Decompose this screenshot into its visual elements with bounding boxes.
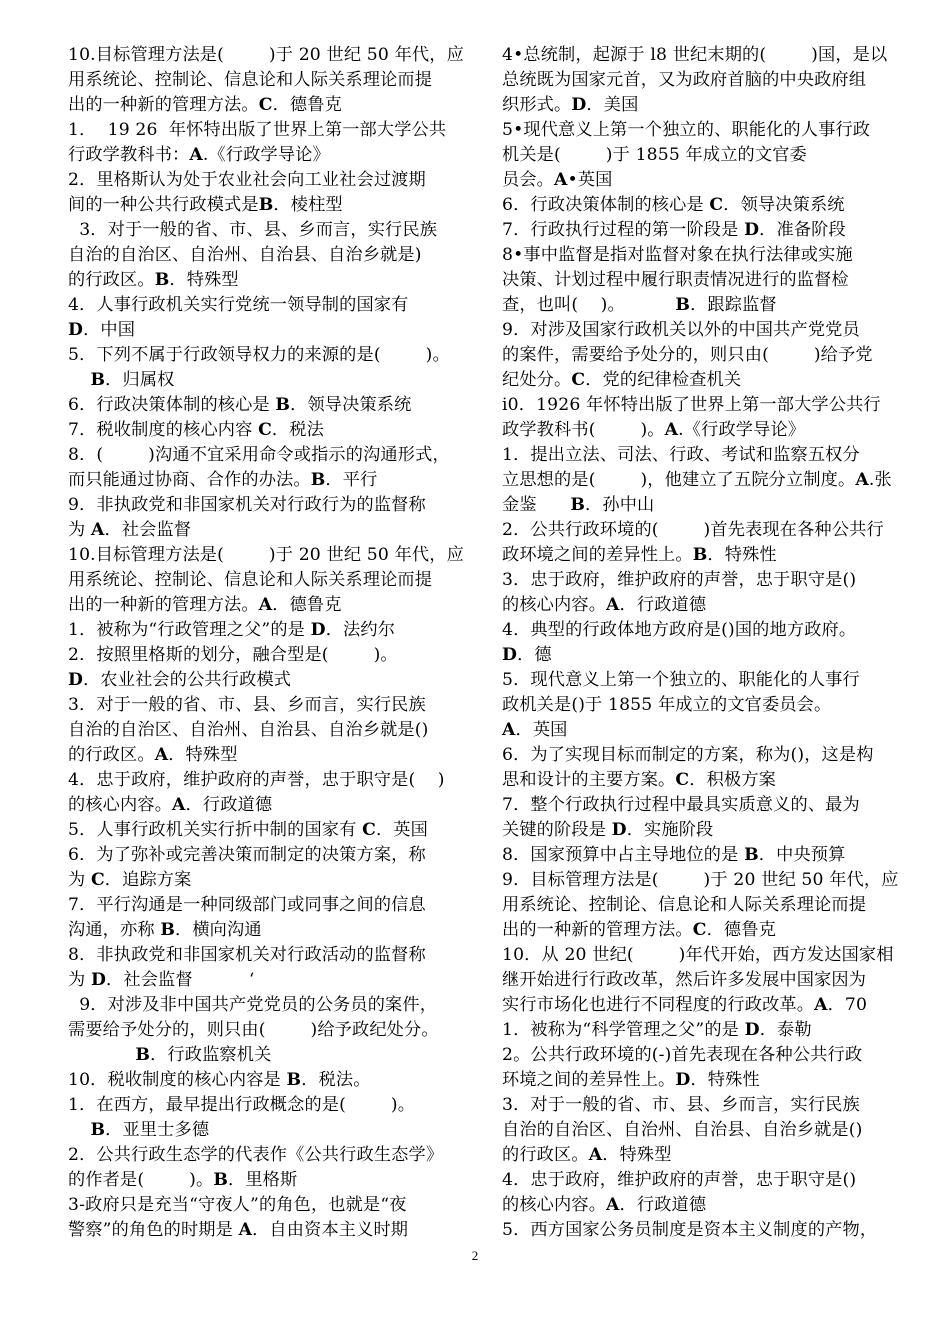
text-line: 4．忠于政府，维护政府的声誉，忠于职守是( ) bbox=[68, 770, 445, 790]
text-line: 的行政区。A．特殊型 bbox=[502, 1145, 672, 1165]
text-line: 自治的自治区、自治州、自治县、自治乡就是) bbox=[68, 245, 422, 265]
text-line: 的核心内容。A．行政道德 bbox=[68, 795, 273, 815]
text-line: 2．公共行政生态学的代表作《公共行政生态学》 bbox=[68, 1145, 444, 1165]
text-line: 6．行政决策体制的核心是 B．领导决策系统 bbox=[68, 395, 412, 415]
text-line: 1． 19 26 年怀特出版了世界上第一部大学公共 bbox=[68, 120, 447, 140]
text-line: 8•事中监督是指对监督对象在执行法律或实施 bbox=[502, 245, 853, 265]
text-line: 立思想的是( )，他建立了五院分立制度。A.张 bbox=[502, 470, 892, 490]
text-line: 9．对涉及国家行政机关以外的中国共产党党员 bbox=[502, 320, 860, 340]
text-line: 4．人事行政机关实行党统一领导制的国家有 bbox=[68, 295, 409, 315]
text-line: 的案件，需要给予处分的，则只由( )给予党 bbox=[502, 345, 873, 365]
text-line: 1．被称为“科学管理之父”的是 D．泰勒 bbox=[502, 1020, 812, 1040]
text-line: 的行政区。B．特殊型 bbox=[68, 270, 239, 290]
text-line: 10.目标管理方法是( )于 20 世纪 50 年代，应 bbox=[68, 545, 464, 565]
text-line: 10．税收制度的核心内容是 B．税法。 bbox=[68, 1070, 371, 1090]
text-line: D．中国 bbox=[68, 320, 136, 340]
text-line: 的行政区。A．特殊型 bbox=[68, 745, 238, 765]
text-line: 3-政府只是充当“守夜人”的角色，也就是“夜 bbox=[68, 1195, 407, 1215]
text-line: 为 A．社会监督 bbox=[68, 520, 192, 540]
text-line: 政学教科书( )。A.《行政学导论》 bbox=[502, 420, 806, 440]
text-line: 2．里格斯认为处于农业社会向工业社会过渡期 bbox=[68, 170, 426, 190]
text-line: D．德 bbox=[502, 645, 552, 665]
text-line: 出的一种新的管理方法。C．德鲁克 bbox=[68, 95, 342, 115]
text-line: D．农业社会的公共行政模式 bbox=[68, 670, 292, 690]
text-line: 用系统论、控制论、信息论和人际关系理论而提 bbox=[502, 895, 867, 915]
text-line: 思和设计的主要方案。C．积极方案 bbox=[502, 770, 776, 790]
text-line: 而只能通过协商、合作的办法。B．平行 bbox=[68, 470, 378, 490]
text-line: 用系统论、控制论、信息论和人际关系理论而提 bbox=[68, 570, 433, 590]
text-line: 1．被称为“行政管理之父”的是 D．法约尔 bbox=[68, 620, 396, 640]
text-line: 6．为了实现目标而制定的方案，称为()，这是构 bbox=[502, 745, 874, 765]
text-line: 为 C．追踪方案 bbox=[68, 870, 192, 890]
text-line: 关键的阶段是 D．实施阶段 bbox=[502, 820, 714, 840]
text-line: 金鉴 B．孙中山 bbox=[502, 495, 655, 515]
text-line: B．行政监察机关 bbox=[135, 1045, 272, 1065]
text-line: 1．在西方，最早提出行政概念的是( )。 bbox=[68, 1095, 416, 1115]
text-line: 织形式。D．美国 bbox=[502, 95, 639, 115]
right-column bbox=[502, 43, 907, 1243]
text-line: 出的一种新的管理方法。C．德鲁克 bbox=[502, 920, 776, 940]
text-line: 8．非执政党和非国家机关对行政活动的监督称 bbox=[68, 945, 426, 965]
text-line: 6．行政决策体制的核心是 C．领导决策系统 bbox=[502, 195, 845, 215]
text-line: 3．对于一般的省、市、县、乡而言，实行民族 bbox=[502, 1095, 860, 1115]
text-line: 9．非执政党和非国家机关对行政行为的监督称 bbox=[68, 495, 426, 515]
text-line: 政机关是()于 1855 年成立的文官委员会。 bbox=[502, 695, 832, 715]
text-line: B．归属权 bbox=[90, 370, 175, 390]
text-line: B．亚里士多德 bbox=[90, 1120, 210, 1140]
text-line: A．英国 bbox=[502, 720, 568, 740]
text-line: 5•现代意义上第一个独立的、职能化的人事行政 bbox=[502, 120, 871, 140]
text-line: 的核心内容。A．行政道德 bbox=[502, 595, 707, 615]
text-line: 6．为了弥补或完善决策而制定的决策方案，称 bbox=[68, 845, 426, 865]
text-line: 沟通，亦称 B．横向沟通 bbox=[68, 920, 262, 940]
text-line: 需要给予处分的，则只由( )给予政纪处分。 bbox=[68, 1020, 439, 1040]
page-number: 2 bbox=[471, 1248, 479, 1263]
text-line: 2．公共行政环境的( )首先表现在各种公共行 bbox=[502, 520, 884, 540]
text-line: 8．国家预算中占主导地位的是 B．中央预算 bbox=[502, 845, 846, 865]
text-line: 的作者是( )。B．里格斯 bbox=[68, 1170, 298, 1190]
text-line: 实行市场化也进行不同程度的行政改革。A．70 bbox=[502, 995, 868, 1015]
text-line: 出的一种新的管理方法。A．德鲁克 bbox=[68, 595, 342, 615]
text-line: i0．1926 年怀特出版了世界上第一部大学公共行 bbox=[502, 395, 881, 415]
text-line: 7．整个行政执行过程中最具实质意义的、最为 bbox=[502, 795, 860, 815]
text-line: 3．对于一般的省、市、县、乡而言，实行民族 bbox=[68, 695, 426, 715]
text-line: 2。公共行政环境的(-)首先表现在各种公共行政 bbox=[502, 1045, 863, 1065]
text-line: 5．人事行政机关实行折中制的国家有 C．英国 bbox=[68, 820, 428, 840]
text-line: 行政学教科书：A.《行政学导论》 bbox=[68, 145, 330, 165]
text-line: 7．平行沟通是一种同级部门或同事之间的信息 bbox=[68, 895, 426, 915]
text-line: 的核心内容。A．行政道德 bbox=[502, 1195, 707, 1215]
text-line: 3．对于一般的省、市、县、乡而言，实行民族 bbox=[68, 220, 438, 240]
text-line: 7．税收制度的核心内容 C．税法 bbox=[68, 420, 324, 440]
text-line: 10.目标管理方法是( )于 20 世纪 50 年代，应 bbox=[68, 45, 464, 65]
text-line: 为 D．社会监督 ‘ bbox=[68, 970, 255, 990]
text-line: 7．行政执行过程的第一阶段是 D．准备阶段 bbox=[502, 220, 846, 240]
text-line: 决策、计划过程中履行职责情况进行的监督检 bbox=[502, 270, 849, 290]
text-line: 5．现代意义上第一个独立的、职能化的人事行 bbox=[502, 670, 860, 690]
text-line: 4．忠于政府，维护政府的声誉，忠于职守是() bbox=[502, 1170, 857, 1190]
text-line: 9．目标管理方法是( )于 20 世纪 50 年代，应 bbox=[502, 870, 899, 890]
text-line: 间的一种公共行政模式是B．棱柱型 bbox=[68, 195, 343, 215]
text-line: 3．忠于政府，维护政府的声誉，忠于职守是() bbox=[502, 570, 857, 590]
text-line: 自治的自治区、自治州、自治县、自治乡就是() bbox=[68, 720, 429, 740]
text-line: 政环境之间的差异性上。B．特殊性 bbox=[502, 545, 777, 565]
text-line: 总统既为国家元首，又为政府首脑的中央政府组 bbox=[502, 70, 867, 90]
text-line: 环境之间的差异性上。D．特殊性 bbox=[502, 1070, 760, 1090]
text-line: 继开始进行行政改革，然后许多发展中国家因为 bbox=[502, 970, 867, 990]
text-line: 4．典型的行政体地方政府是()国的地方政府。 bbox=[502, 620, 857, 640]
text-line: 警察”的角色的时期是 A．自由资本主义时期 bbox=[68, 1220, 409, 1240]
text-line: 10．从 20 世纪( )年代开始，西方发达国家相 bbox=[502, 945, 894, 965]
text-line: 自治的自治区、自治州、自治县、自治乡就是() bbox=[502, 1120, 863, 1140]
text-line: 用系统论、控制论、信息论和人际关系理论而提 bbox=[68, 70, 433, 90]
text-line: 5．下列不属于行政领导权力的来源的是( )。 bbox=[68, 345, 450, 365]
text-line: 4•总统制，起源于 l8 世纪末期的( )国，是以 bbox=[502, 45, 888, 65]
left-column bbox=[68, 43, 473, 1243]
text-line: 查，也叫( )。 B．跟踪监督 bbox=[502, 295, 777, 315]
text-line: 9．对涉及非中国共产党党员的公务员的案件， bbox=[68, 995, 438, 1015]
text-line: 员会。A•英国 bbox=[502, 170, 613, 190]
text-line: 8．( )沟通不宜采用命令或指示的沟通形式， bbox=[68, 445, 450, 465]
text-line: 机关是( )于 1855 年成立的文官委 bbox=[502, 145, 807, 165]
text-line: 1．提出立法、司法、行政、考试和监察五权分 bbox=[502, 445, 860, 465]
text-line: 纪处分。C．党的纪律检查机关 bbox=[502, 370, 742, 390]
text-line: 5．西方国家公务员制度是资本主义制度的产物， bbox=[502, 1220, 878, 1240]
text-line: 2．按照里格斯的划分，融合型是( )。 bbox=[68, 645, 398, 665]
